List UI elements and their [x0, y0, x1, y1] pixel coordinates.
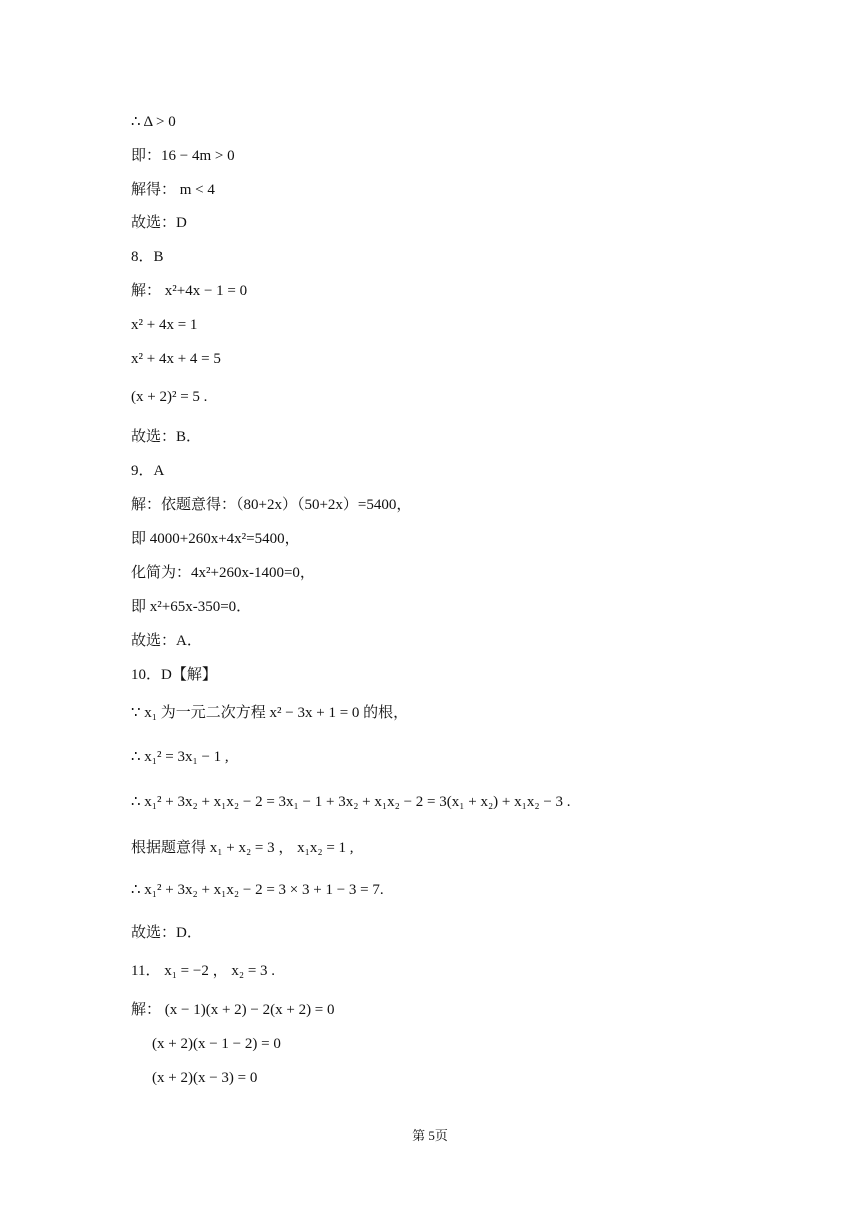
- text-line: 故选：D: [131, 215, 187, 231]
- text-line: 解得： m < 4: [131, 182, 215, 198]
- text-line: (x + 2)(x − 3) = 0: [152, 1070, 258, 1086]
- text-line: 即：16 − 4m > 0: [131, 148, 235, 164]
- text-line: 解：依题意得：（80+2x）（50+2x）=5400，: [131, 497, 412, 513]
- text-line: ∴ x₁² = 3x₁ − 1 ,: [131, 749, 229, 765]
- text-line: ∴ Δ > 0: [131, 114, 176, 130]
- text-line: 故选：D．: [131, 925, 202, 941]
- question-heading: 11． x₁ = −2 ， x₂ = 3 .: [131, 963, 276, 979]
- text-line: (x + 2)(x − 1 − 2) = 0: [152, 1036, 281, 1052]
- text-line: 故选：B．: [131, 429, 202, 445]
- text-line: (x + 2)² = 5 .: [131, 389, 208, 405]
- text-line: ∴ x₁² + 3x₂ + x₁x₂ − 2 = 3 × 3 + 1 − 3 = 7.: [131, 882, 384, 898]
- text-line: 即 4000+260x+4x²=5400，: [131, 531, 300, 547]
- text-line: 故选：A．: [131, 633, 202, 649]
- page-number: 第 5页: [412, 1128, 448, 1143]
- text-line: 解： (x − 1)(x + 2) − 2(x + 2) = 0: [131, 1002, 335, 1018]
- text-line: 根据题意得 x₁ + x₂ = 3 ， x₁x₂ = 1 ,: [131, 840, 354, 856]
- question-heading: 9．A: [131, 463, 165, 479]
- question-heading: 8．B: [131, 249, 164, 265]
- text-line: x² + 4x + 4 = 5: [131, 351, 221, 367]
- text-line: 化简为：4x²+260x-1400=0，: [131, 565, 315, 581]
- text-line: x² + 4x = 1: [131, 317, 198, 333]
- text-line: ∴ x₁² + 3x₂ + x₁x₂ − 2 = 3x₁ − 1 + 3x₂ + x₁x₂ − 2 = 3(x₁ + x₂) + x₁x₂ − 3 .: [131, 794, 571, 810]
- text-line: 即 x²+65x-350=0．: [131, 599, 252, 615]
- question-heading: 10．D【解】: [131, 667, 217, 683]
- text-line: 解： x²+4x − 1 = 0: [131, 283, 248, 299]
- text-line: ∵ x₁ 为一元二次方程 x² − 3x + 1 = 0 的根，: [131, 705, 409, 721]
